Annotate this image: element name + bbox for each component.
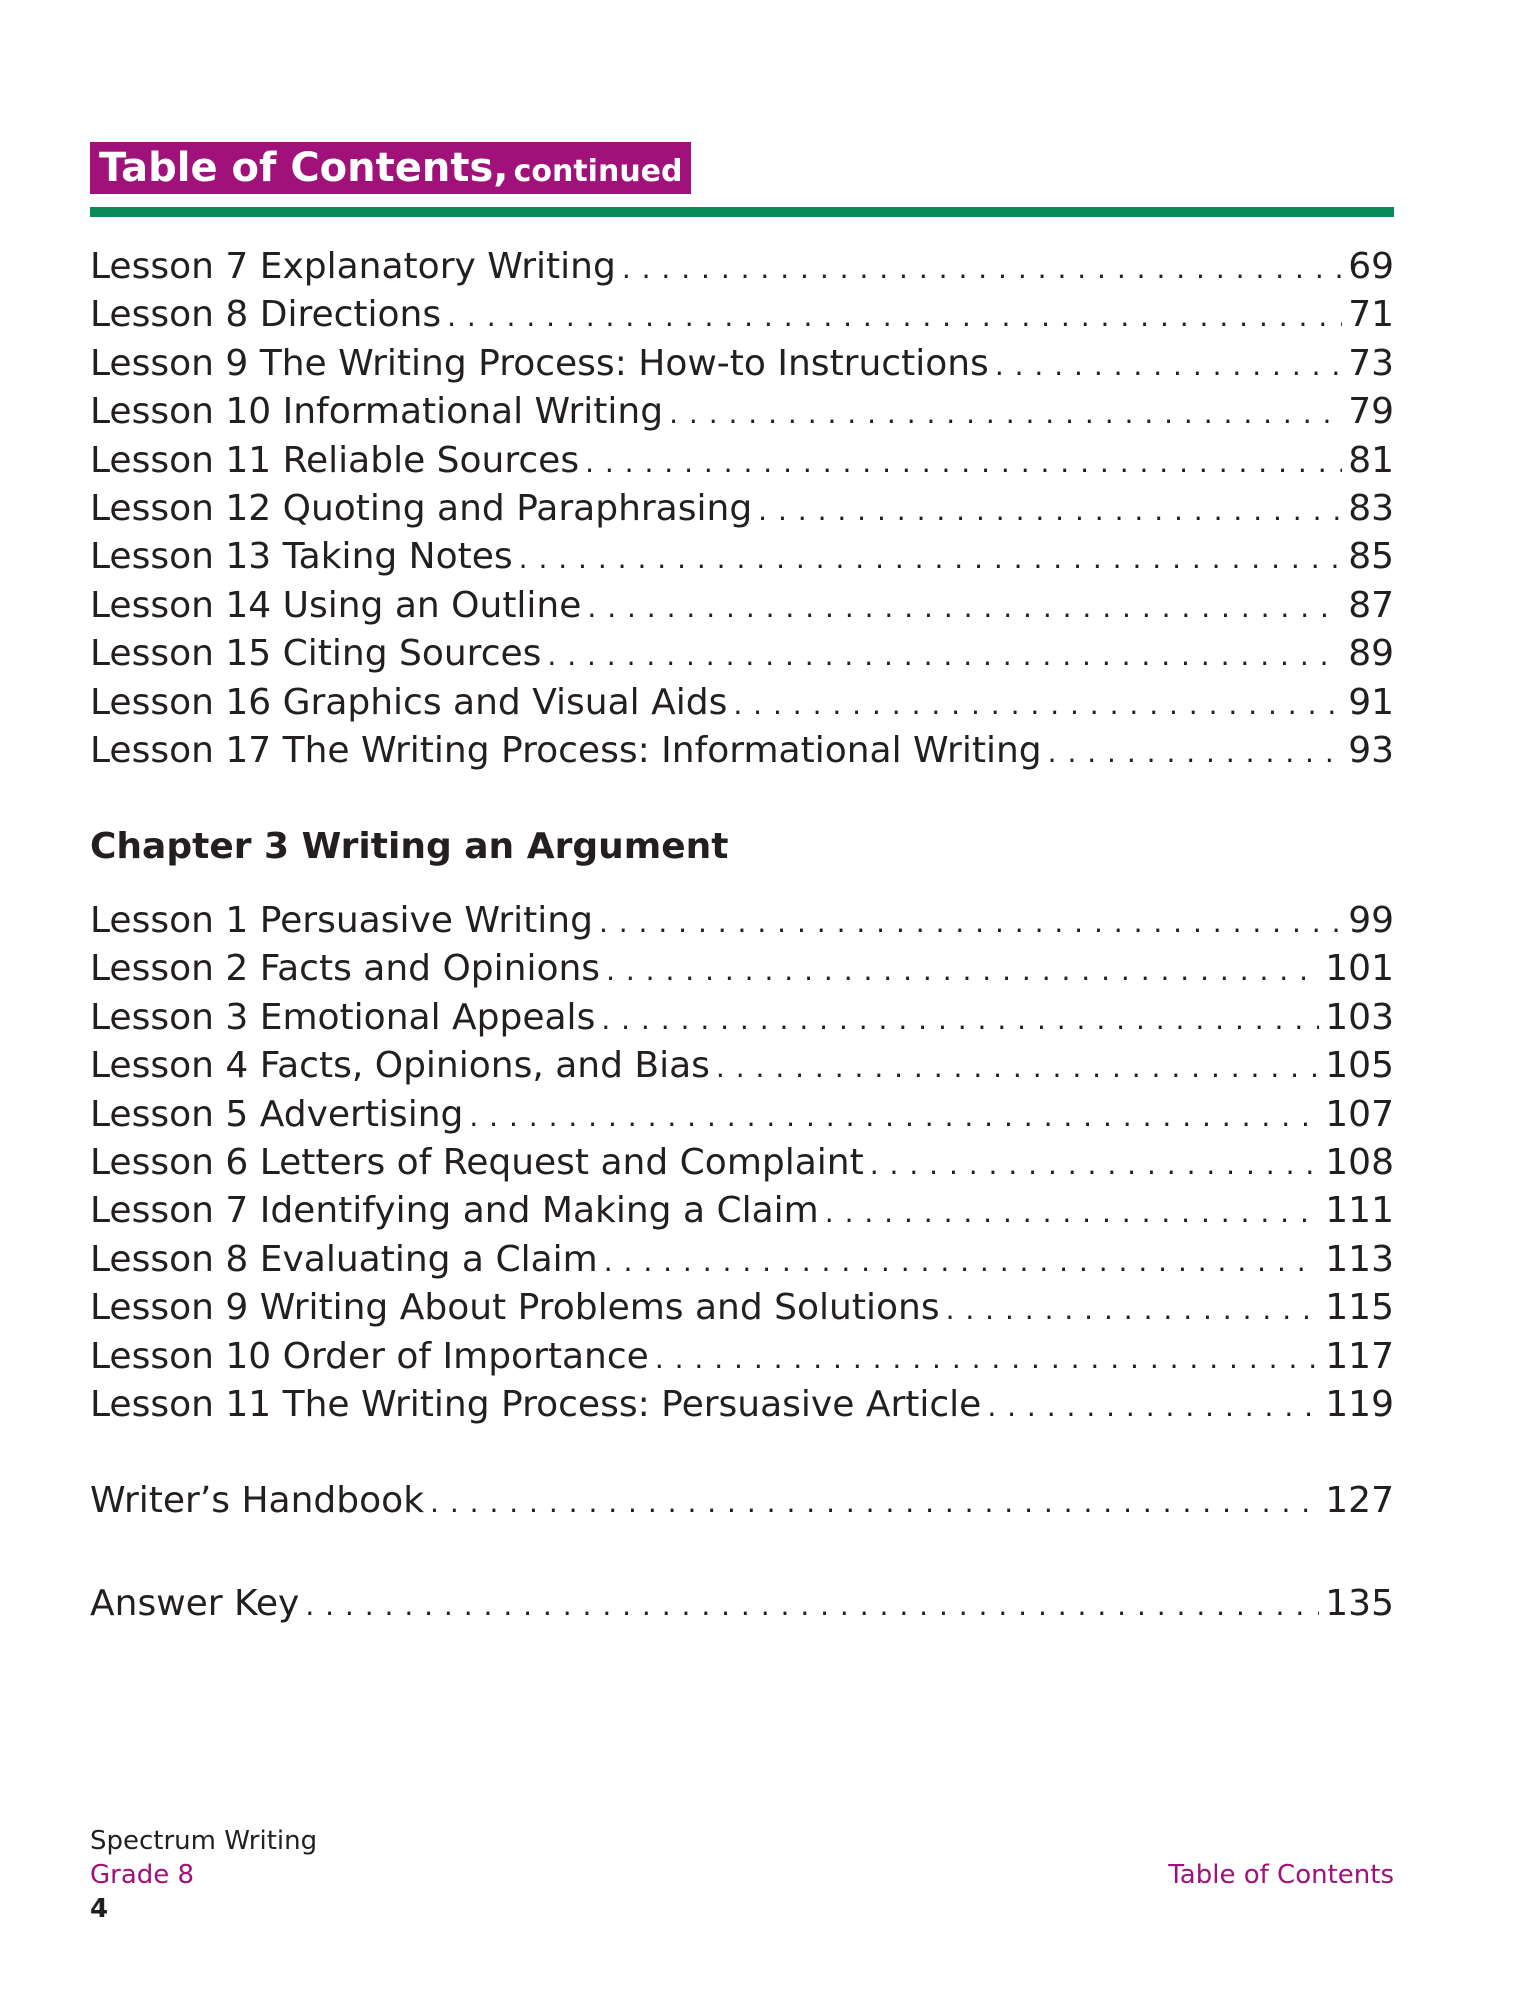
footer-section: Table of Contents <box>1168 1860 1394 1890</box>
toc-entry-page: 111 <box>1325 1190 1394 1232</box>
toc-entry-label: Writer’s Handbook <box>90 1480 425 1521</box>
writers-handbook-list <box>90 1480 1394 1528</box>
toc-entry[interactable] <box>90 1336 1394 1384</box>
page-title-suffix: continued <box>513 154 683 189</box>
footer-series: Spectrum Writing <box>90 1826 318 1856</box>
toc-entry-label: Lesson 9 The Writing Process: How-to Instructions <box>90 342 989 384</box>
toc-entry-page: 135 <box>1325 1583 1394 1624</box>
toc-entry[interactable] <box>90 1142 1394 1190</box>
toc-entry-label: Lesson 16 Graphics and Visual Aids <box>90 681 728 723</box>
toc-entry[interactable] <box>90 1045 1394 1093</box>
page-title-banner <box>90 142 691 194</box>
toc-entry-page: 115 <box>1325 1287 1394 1329</box>
chapter3-lesson-list <box>90 900 1394 1432</box>
toc-entry-writers-handbook[interactable] <box>90 1480 1394 1528</box>
header-rule <box>90 207 1394 217</box>
toc-entry[interactable] <box>90 488 1394 536</box>
dot-leader <box>599 906 1342 939</box>
toc-entry[interactable] <box>90 1287 1394 1335</box>
dot-leader <box>547 639 1342 672</box>
footer-page-number: 4 <box>90 1894 109 1924</box>
toc-entry-page: 99 <box>1348 900 1394 941</box>
dot-leader <box>946 1293 1320 1326</box>
toc-entry-page: 69 <box>1348 246 1394 287</box>
toc-entry[interactable] <box>90 440 1394 488</box>
dot-leader <box>430 1486 1319 1519</box>
toc-entry[interactable] <box>90 1094 1394 1142</box>
toc-entry-answer-key[interactable] <box>90 1583 1394 1631</box>
toc-entry-label: Lesson 10 Order of Importance <box>90 1335 649 1377</box>
toc-entry-page: 83 <box>1348 487 1394 529</box>
toc-entry[interactable] <box>90 730 1394 778</box>
toc-entry-label: Lesson 11 Reliable Sources <box>90 439 580 481</box>
footer-left <box>90 1824 317 1926</box>
toc-entry-page: 79 <box>1348 391 1394 433</box>
toc-entry-label: Lesson 12 Quoting and Paraphrasing <box>90 487 753 529</box>
dot-leader <box>585 446 1342 479</box>
toc-entry-label: Lesson 17 The Writing Process: Informational Writing <box>90 729 1042 771</box>
toc-entry[interactable] <box>90 585 1394 633</box>
toc-entry-label: Lesson 7 Explanatory Writing <box>90 246 616 287</box>
toc-entry-label: Lesson 7 Identifying and Making a Claim <box>90 1190 819 1232</box>
toc-entry[interactable] <box>90 343 1394 391</box>
dot-leader <box>716 1051 1319 1084</box>
dot-leader <box>305 1589 1319 1622</box>
toc-entry-label: Lesson 8 Directions <box>90 294 442 336</box>
dot-leader <box>870 1148 1320 1181</box>
dot-leader <box>669 397 1342 430</box>
toc-entry-page: 108 <box>1325 1141 1394 1183</box>
page-title: Table of Contents, <box>99 145 509 191</box>
toc-entry-page: 93 <box>1348 729 1394 771</box>
answer-key-list <box>90 1583 1394 1631</box>
toc-entry-label: Lesson 15 Citing Sources <box>90 633 542 675</box>
dot-leader <box>447 300 1342 333</box>
toc-entry-page: 87 <box>1348 584 1394 626</box>
toc-entry-page: 81 <box>1348 439 1394 481</box>
toc-entry[interactable] <box>90 246 1394 294</box>
dot-leader <box>587 591 1342 624</box>
toc-entry-label: Answer Key <box>90 1583 300 1624</box>
dot-leader <box>519 542 1343 575</box>
toc-entry[interactable] <box>90 948 1394 996</box>
toc-entry-page: 89 <box>1348 633 1394 675</box>
toc-entry-page: 105 <box>1325 1045 1394 1087</box>
dot-leader <box>655 1342 1319 1375</box>
toc-entry[interactable] <box>90 536 1394 584</box>
toc-entry-page: 103 <box>1325 996 1394 1038</box>
toc-entry-page: 117 <box>1325 1335 1394 1377</box>
dot-leader <box>825 1196 1320 1229</box>
toc-entry-page: 119 <box>1325 1383 1394 1425</box>
toc-entry-page: 107 <box>1325 1093 1394 1135</box>
dot-leader <box>987 1390 1319 1423</box>
dot-leader <box>1048 736 1343 769</box>
toc-entry[interactable] <box>90 391 1394 439</box>
dot-leader <box>995 349 1342 382</box>
toc-entry[interactable] <box>90 294 1394 342</box>
toc-entry[interactable] <box>90 682 1394 730</box>
dot-leader <box>733 688 1342 721</box>
toc-entry[interactable] <box>90 1239 1394 1287</box>
toc-entry-page: 101 <box>1325 948 1394 990</box>
dot-leader <box>601 1003 1319 1036</box>
dot-leader <box>758 494 1342 527</box>
toc-entry[interactable] <box>90 633 1394 681</box>
toc-entry-label: Lesson 9 Writing About Problems and Solutions <box>90 1287 940 1329</box>
toc-entry-page: 73 <box>1348 342 1394 384</box>
toc-entry-page: 85 <box>1348 536 1394 578</box>
toc-entry-label: Lesson 11 The Writing Process: Persuasive Article <box>90 1383 982 1425</box>
toc-entry[interactable] <box>90 1190 1394 1238</box>
footer-grade: Grade 8 <box>90 1860 195 1890</box>
toc-entry-label: Lesson 13 Taking Notes <box>90 536 513 578</box>
toc-entry-label: Lesson 2 Facts and Opinions <box>90 948 601 990</box>
toc-entry-label: Lesson 10 Informational Writing <box>90 391 664 433</box>
dot-leader <box>469 1100 1319 1133</box>
dot-leader <box>606 954 1319 987</box>
toc-entry[interactable] <box>90 997 1394 1045</box>
toc-entry-label: Lesson 4 Facts, Opinions, and Bias <box>90 1045 710 1087</box>
toc-entry-page: 91 <box>1348 681 1394 723</box>
chapter2-lesson-list <box>90 246 1394 778</box>
toc-entry-label: Lesson 6 Letters of Request and Complaint <box>90 1141 864 1183</box>
toc-entry[interactable] <box>90 1384 1394 1432</box>
page <box>90 0 1394 2000</box>
toc-entry-label: Lesson 8 Evaluating a Claim <box>90 1238 598 1280</box>
chapter-heading: Chapter 3 Writing an Argument <box>90 826 729 867</box>
dot-leader <box>622 252 1342 285</box>
toc-entry-page: 113 <box>1325 1238 1394 1280</box>
toc-entry[interactable] <box>90 900 1394 948</box>
toc-entry-page: 127 <box>1325 1480 1394 1521</box>
toc-entry-label: Lesson 1 Persuasive Writing <box>90 900 593 941</box>
toc-entry-label: Lesson 3 Emotional Appeals <box>90 996 596 1038</box>
toc-entry-label: Lesson 14 Using an Outline <box>90 584 582 626</box>
dot-leader <box>604 1245 1320 1278</box>
toc-entry-page: 71 <box>1348 294 1394 336</box>
toc-entry-label: Lesson 5 Advertising <box>90 1093 464 1135</box>
